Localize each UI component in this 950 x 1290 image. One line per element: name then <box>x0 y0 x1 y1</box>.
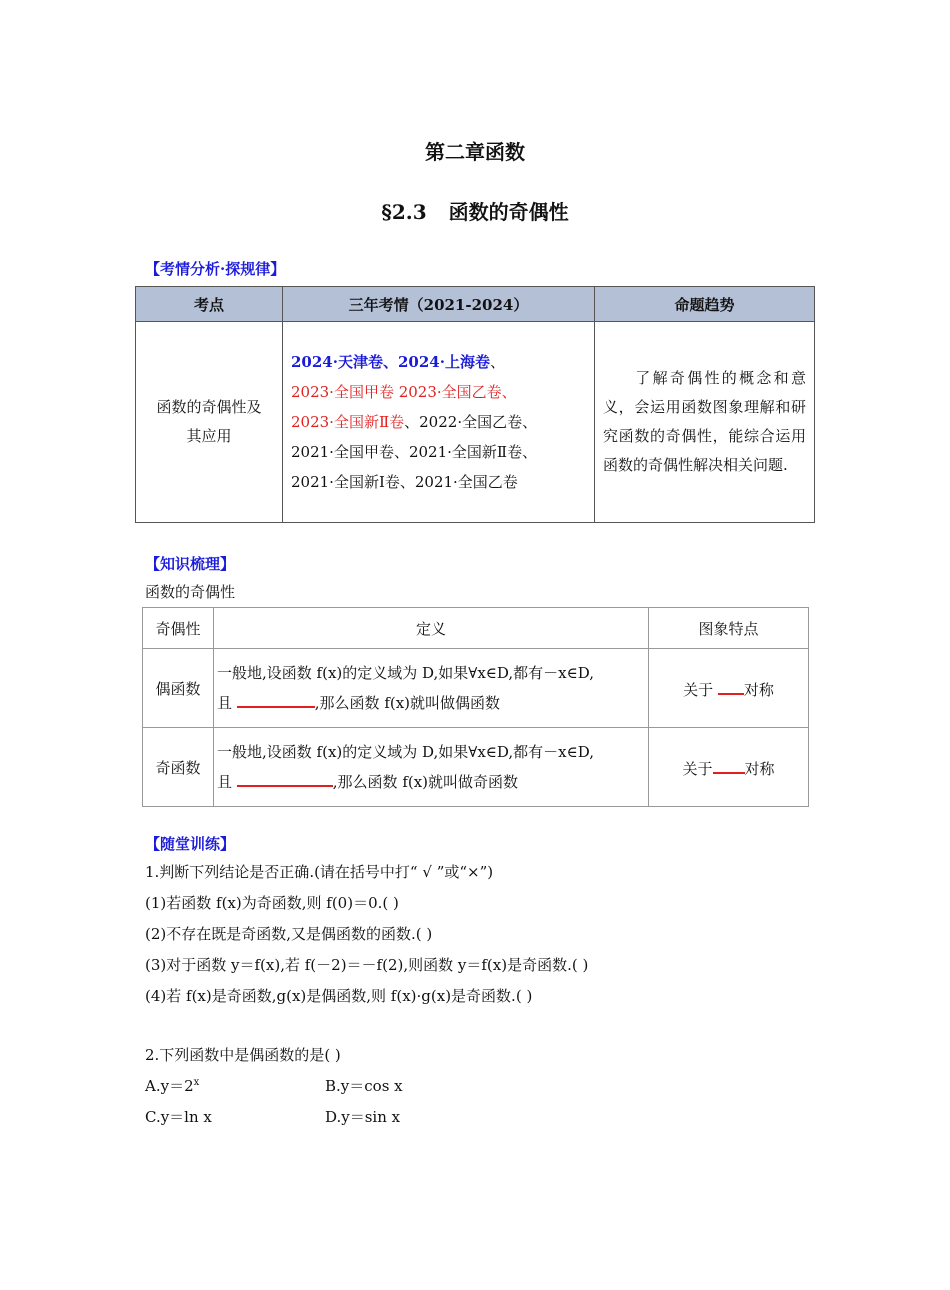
option-c: C.y＝ln x <box>145 1108 212 1126</box>
section-title <box>0 196 950 225</box>
definition-prefix: 且 <box>217 773 237 791</box>
exams-highlight-blue: 2024·天津卷、2024·上海卷 <box>291 353 490 371</box>
definition-suffix: ,那么函数 f(x)就叫做奇函数 <box>332 773 519 791</box>
option-a-exponent: x <box>193 1077 200 1088</box>
feature-prefix: 关于 <box>683 680 718 699</box>
exams-separator: 、 <box>489 353 505 371</box>
definition-line: 一般地,设函数 f(x)的定义域为 D,如果∀x∈D,都有－x∈D, <box>217 743 594 761</box>
feature-suffix: 对称 <box>743 680 774 699</box>
question-1: 1.判断下列结论是否正确.(请在括号中打“ √ ”或“×”) <box>145 863 494 881</box>
trend-cell <box>595 322 815 523</box>
definition-line: 一般地,设函数 f(x)的定义域为 D,如果∀x∈D,都有－x∈D, <box>217 664 594 682</box>
option-a <box>145 1075 199 1096</box>
chapter-title: 第二章函数 <box>425 140 525 164</box>
graph-feature-cell <box>649 649 809 728</box>
question-1-item: (3)对于函数 y＝f(x),若 f(－2)＝－f(2),则函数 y＝f(x)是奇函数.( ) <box>145 956 589 974</box>
exams-text-2: 2021·全国甲卷、2021·全国新Ⅱ卷、 <box>291 443 538 461</box>
topic-cell: 函数的奇偶性及其应用 <box>136 322 283 523</box>
parity-name: 奇函数 <box>143 728 214 807</box>
parity-name: 偶函数 <box>143 649 214 728</box>
exams-text-1: 、2022·全国乙卷、 <box>404 413 538 431</box>
question-2: 2.下列函数中是偶函数的是( ) <box>145 1046 341 1064</box>
section-number: §2.3 <box>381 200 427 224</box>
knowledge-heading: 【知识梳理】 <box>145 555 236 573</box>
column-header-definition: 定义 <box>214 608 649 649</box>
graph-feature-cell <box>649 728 809 807</box>
fill-blank[interactable] <box>237 690 315 708</box>
column-header-topic: 考点 <box>136 287 283 322</box>
parity-table <box>142 607 809 807</box>
trend-text: 了解奇偶性的概念和意义，会运用函数图象理解和研究函数的奇偶性，能综合运用函数的奇偶性解决相关问题. <box>603 369 806 474</box>
fill-blank[interactable] <box>718 677 744 695</box>
exams-cell <box>283 322 595 523</box>
knowledge-subtitle: 函数的奇偶性 <box>145 583 236 601</box>
column-header-parity: 奇偶性 <box>143 608 214 649</box>
question-1-item: (2)不存在既是奇函数,又是偶函数的函数.( ) <box>145 925 433 943</box>
definition-cell <box>214 649 649 728</box>
option-b: B.y＝cos x <box>325 1077 403 1095</box>
table-row <box>143 649 809 728</box>
question-1-item: (4)若 f(x)是奇函数,g(x)是偶函数,则 f(x)·g(x)是奇函数.( ) <box>145 987 533 1005</box>
definition-prefix: 且 <box>217 694 237 712</box>
feature-suffix: 对称 <box>744 759 775 778</box>
table-row <box>143 728 809 807</box>
fill-blank[interactable] <box>713 756 745 774</box>
exams-highlight-red-1: 2023·全国甲卷 2023·全国乙卷、 <box>291 383 517 401</box>
column-header-trend: 命题趋势 <box>595 287 815 322</box>
question-1-item: (1)若函数 f(x)为奇函数,则 f(0)＝0.( ) <box>145 894 399 912</box>
column-header-graph-feature: 图象特点 <box>649 608 809 649</box>
exams-text-3: 2021·全国新Ⅰ卷、2021·全国乙卷 <box>291 473 518 491</box>
option-a-text: A.y＝2 <box>145 1077 194 1095</box>
option-d: D.y＝sin x <box>325 1108 401 1126</box>
column-header-exams: 三年考情（2021-2024） <box>283 287 595 322</box>
exams-highlight-red-2: 2023·全国新Ⅱ卷 <box>291 413 405 431</box>
fill-blank[interactable] <box>237 769 333 787</box>
section-name: 函数的奇偶性 <box>448 200 569 224</box>
definition-cell <box>214 728 649 807</box>
definition-suffix: ,那么函数 f(x)就叫做偶函数 <box>314 694 501 712</box>
exam-analysis-table <box>135 286 815 523</box>
feature-prefix: 关于 <box>682 759 713 778</box>
exam-analysis-heading: 【考情分析·探规律】 <box>145 260 286 278</box>
practice-heading: 【随堂训练】 <box>145 835 236 853</box>
